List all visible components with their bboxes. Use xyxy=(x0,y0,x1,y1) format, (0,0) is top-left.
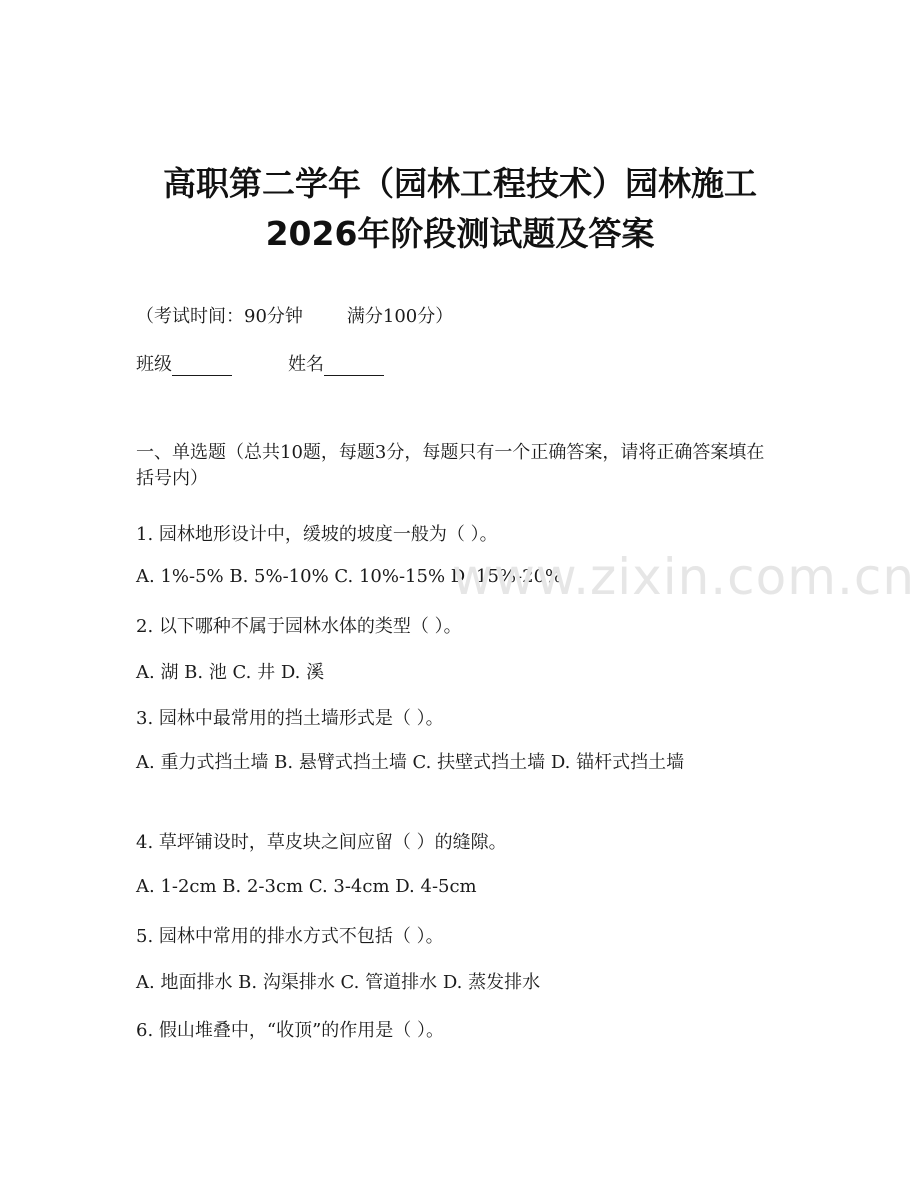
student-info xyxy=(136,350,384,376)
question-options: A. 湖 B. 池 C. 井 D. 溪 xyxy=(136,662,325,683)
section-heading: 一、单选题（总共10题，每题3分，每题只有一个正确答案，请将正确答案填在括号内） xyxy=(136,442,765,489)
class-label: 班级 xyxy=(136,354,172,375)
question-options: A. 重力式挡土墙 B. 悬臂式挡土墙 C. 扶壁式挡土墙 D. 锚杆式挡土墙 xyxy=(136,752,685,773)
name-label: 姓名 xyxy=(288,354,324,375)
question-stem: 6. 假山堆叠中，“收顶”的作用是（ ）。 xyxy=(136,1020,445,1041)
question-options: A. 1-2cm B. 2-3cm C. 3-4cm D. 4-5cm xyxy=(136,876,477,897)
title-line-2: 2026年阶段测试题及答案 xyxy=(265,214,655,253)
question-stem: 1. 园林地形设计中，缓坡的坡度一般为（ ）。 xyxy=(136,524,498,545)
question-stem: 4. 草坪铺设时，草皮块之间应留（ ）的缝隙。 xyxy=(136,832,507,853)
watermark: www.zixin.com.cn xyxy=(452,548,916,606)
exam-info xyxy=(136,302,453,328)
exam-time: （考试时间：90分钟 xyxy=(136,306,303,327)
question-stem: 5. 园林中常用的排水方式不包括（ ）。 xyxy=(136,926,444,947)
exam-score: 满分100分） xyxy=(346,306,454,327)
question-options: A. 地面排水 B. 沟渠排水 C. 管道排水 D. 蒸发排水 xyxy=(136,972,541,993)
class-blank xyxy=(172,357,232,376)
question-stem: 3. 园林中最常用的挡土墙形式是（ ）。 xyxy=(136,708,444,729)
name-blank xyxy=(324,357,384,376)
question-stem: 2. 以下哪种不属于园林水体的类型（ ）。 xyxy=(136,616,462,637)
question-options: A. 1%-5% B. 5%-10% C. 10%-15% D. 15%-20% xyxy=(136,566,563,587)
title-line-1: 高职第二学年（园林工程技术）园林施工 xyxy=(163,164,757,203)
